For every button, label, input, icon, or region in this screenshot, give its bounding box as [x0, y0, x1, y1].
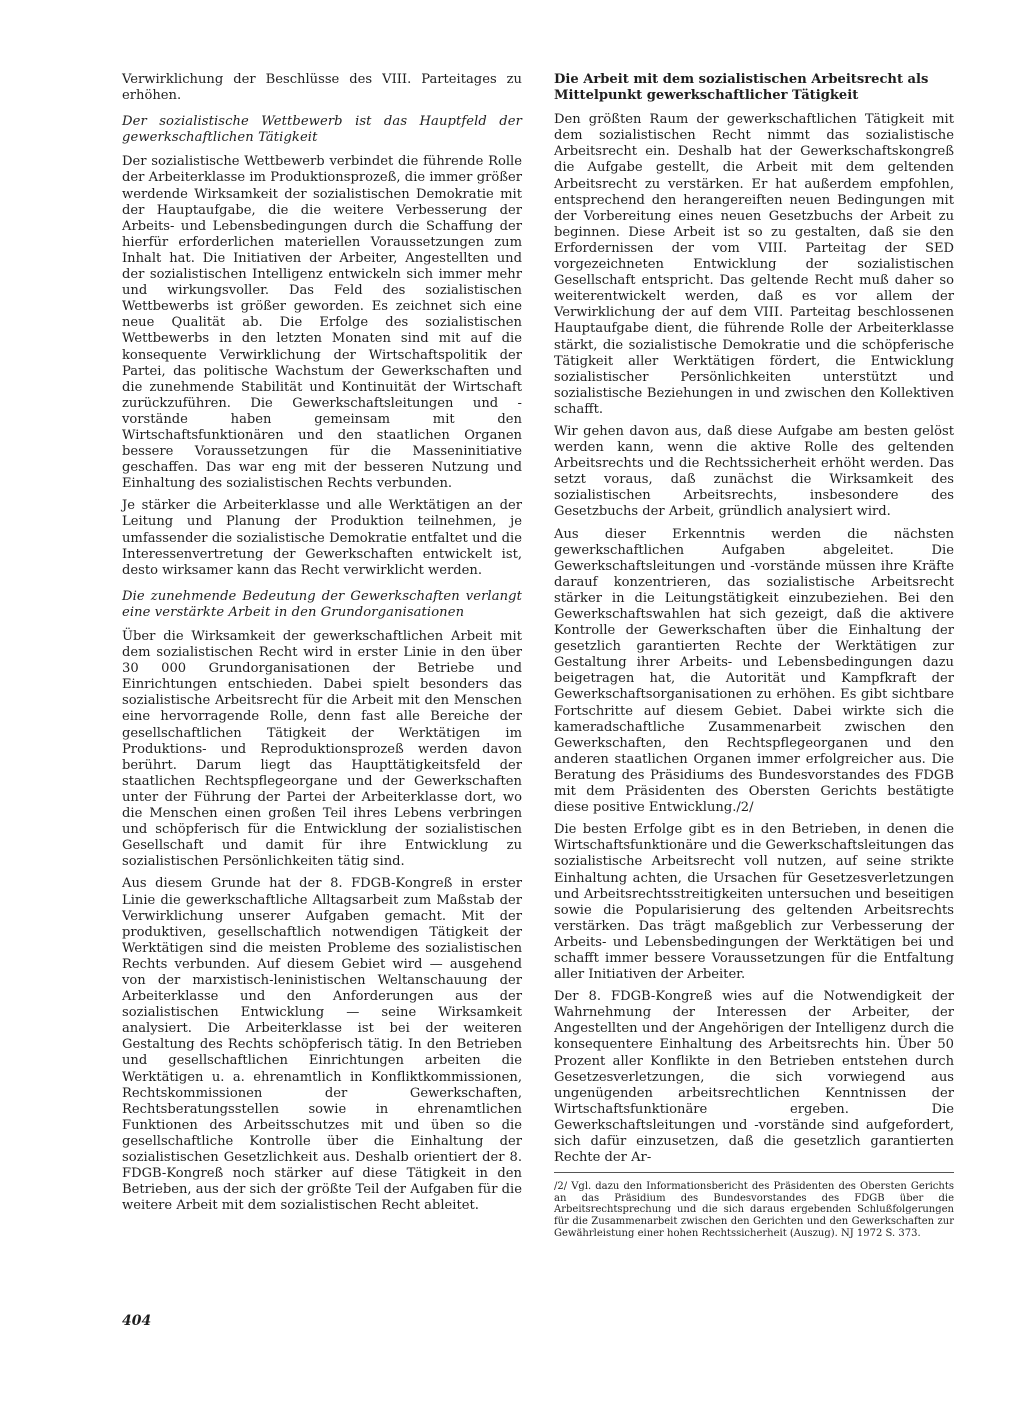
paragraph: Aus dieser Erkenntnis werden die nächsten gewerkschaftlichen Aufgaben abgeleitet. Die Gewerkschaftsleitungen und -vorstände müssen ihre Kräfte darauf konzentrieren, das sozialistische Arbeitsrecht stärker in die Leitungstätigkeit einzubeziehen. Bei den Gewerkschaftswahlen hat sich gezeigt, daß die aktivere Kontrolle der Gewerkschaften über die Einhaltung der gesetzlich garantierten Rechte der Werktätigen zur Gestaltung ihrer Arbeits- und Lebensbedingungen dazu beigetragen hat, die Autorität und Kampfkraft der Gewerkschaftsorganisationen zu erhöhen. Es gibt sichtbare Fortschritte auf diesem Gebiet. Dabei wirkte sich die kameradschaftliche Zusammenarbeit zwischen den Gewerkschaften, den Rechtspflegeorganen und den anderen staatlichen Organen immer erfolgreicher aus. Die Beratung des Präsidiums des Bundesvorstandes des FDGB mit dem Präsidenten des Obersten Gerichts bestätigte diese positive Entwicklung./2/: [554, 526, 954, 816]
paragraph: Der 8. FDGB-Kongreß wies auf die Notwendigkeit der Wahrnehmung der Interessen der Arbeiter, der Angestellten und der Angehörigen der Intelligenz durch die konsequentere Einhaltung des Arbeitsrechts hin. Über 50 Prozent aller Konflikte in den Betrieben entstehen durch Gesetzesverletzungen, die sich vorwiegend aus ungenügenden arbeitsrechtlichen Kenntnissen der Wirtschaftsfunktionäre ergeben. Die Gewerkschaftsleitungen und -vorstände sind aufgefordert, sich dafür einzusetzen, daß die gesetzlich garantierten Rechte der Ar-: [554, 989, 954, 1166]
section-heading-arbeitsrecht: Die Arbeit mit dem sozialistischen Arbeitsrecht als Mittelpunkt gewerkschaftlicher Tätigkeit: [554, 72, 929, 104]
footnote-divider: [554, 1172, 954, 1173]
paragraph: Der sozialistische Wettbewerb verbindet die führende Rolle der Arbeiterklasse im Produktionsprozeß, die immer größer werdende Wirksamkeit der sozialistischen Demokratie mit der Hauptaufgabe, die die weitere Verbesserung der Arbeits- und Lebensbedingungen durch die Schaffung der hierfür erforderlichen materiellen Voraussetzungen zum Inhalt hat. Die Initiativen der Arbeiter, Angestellten und der sozialistischen Intelligenz entwickeln sich immer mehr und wirkungsvoller. Das Feld des sozialistischen Wettbewerbs ist größer geworden. Es zeichnet sich eine neue Qualität ab. Die Erfolge des sozialistischen Wettbewerbs in den letzten Monaten sind mit auf die konsequente Verwirklichung der Wirtschaftspolitik der Partei, das politische Wachstum der Gewerkschaften und die zunehmende Stabilität und Kontinuität der Wirtschaft zurückzuführen. Die Gewerkschaftsleitungen und -vorstände haben gemeinsam mit den Wirtschaftsfunktionären und den staatlichen Organen bessere Voraussetzungen für die Masseninitiative geschaffen. Das war eng mit der besseren Nutzung und Einhaltung des sozialistischen Rechts verbunden.: [122, 154, 522, 492]
continuation-text: Verwirklichung der Beschlüsse des VIII. Parteitages zu erhöhen.: [122, 72, 522, 104]
footnote: /2/ Vgl. dazu den Informationsbericht des Präsidenten des Obersten Gerichts an das Präsidium des Bundesvorstandes des FDGB über die Arbeitsrechtsprechung und die sich daraus ergebenden Schlußfolgerungen für die Zusammenarbeit zwischen den Gerichten und den Gewerkschaften zur Gewährleistung einer hohen Rechtssicherheit (Auszug). NJ 1972 S. 373.: [554, 1181, 954, 1239]
section-heading-grundorganisationen: Die zunehmende Bedeutung der Gewerkschaften verlangt eine verstärkte Arbeit in den Grundorganisationen: [122, 588, 522, 620]
paragraph: Über die Wirksamkeit der gewerkschaftlichen Arbeit mit dem sozialistischen Recht wird in erster Linie in den über 30 000 Grundorganisationen der Betriebe und Einrichtungen entschieden. Dabei spielt besonders das sozialistische Arbeitsrecht für die Arbeit mit den Menschen eine hervorragende Rolle, denn fast alle Bereiche der gesellschaftlichen Tätigkeit der Werktätigen im Produktions- und Reproduktionsprozeß werden davon berührt. Darum liegt das Haupttätigkeitsfeld der staatlichen Rechtspflegeorgane und der Gewerkschaften unter der Führung der Partei der Arbeiterklasse dort, wo die Menschen einen großen Teil ihres Lebens verbringen und schöpferisch für die Entwicklung der sozialistischen Gesellschaft und damit für ihre Entwicklung zu sozialistischen Persönlichkeiten tätig sind.: [122, 629, 522, 870]
paragraph: Den größten Raum der gewerkschaftlichen Tätigkeit mit dem sozialistischen Recht nimmt das sozialistische Arbeitsrecht ein. Deshalb hat der Gewerkschaftskongreß die Aufgabe gestellt, die Arbeit mit dem geltenden Arbeitsrecht zu verstärken. Er hat außerdem empfohlen, entsprechend den herangereiften neuen Bedingungen mit der Vorbereitung eines neuen Gesetzbuchs der Arbeit zu beginnen. Diese Arbeit ist so zu gestalten, daß sie den Erfordernissen der vom VIII. Parteitag der SED vorgezeichneten Entwicklung der sozialistischen Gesellschaft entspricht. Das geltende Recht muß daher so weiterentwickelt werden, daß es vor allem der Verwirklichung der auf dem VIII. Parteitag beschlossenen Hauptaufgabe dient, die führende Rolle der Arbeiterklasse stärkt, die sozialistische Demokratie und die schöpferische Tätigkeit aller Werktätigen fördert, die Entwicklung sozialistischer Persönlichkeiten unterstützt und sozialistische Beziehungen in und zwischen den Kollektiven schafft.: [554, 112, 954, 417]
paragraph: Wir gehen davon aus, daß diese Aufgabe am besten gelöst werden kann, wenn die aktive Rolle des geltenden Arbeitsrechts und die Rechtssicherheit erhöht werden. Das setzt voraus, daß zunächst die Wirksamkeit des sozialistischen Arbeitsrechts, insbesondere des Gesetzbuchs der Arbeit, gründlich analysiert wird.: [554, 423, 954, 520]
section-heading-wettbewerb: Der sozialistische Wettbewerb ist das Hauptfeld der gewerkschaftlichen Tätigkeit: [122, 114, 522, 146]
paragraph: Je stärker die Arbeiterklasse und alle Werktätigen an der Leitung und Planung der Produktion teilnehmen, je umfassender die sozialistische Demokratie entfaltet und die Interessenvertretung der Gewerkschaften entwickelt ist, desto wirksamer kann das Recht verwirklicht werden.: [122, 498, 522, 578]
left-column: [122, 72, 522, 1220]
page-number: 404: [122, 1313, 152, 1329]
right-column: [554, 72, 954, 1245]
paragraph: Die besten Erfolge gibt es in den Betrieben, in denen die Wirtschaftsfunktionäre und die Gewerkschaftsleitungen das sozialistische Arbeitsrecht voll nutzen, auf seine strikte Einhaltung achten, die Ursachen für Gesetzesverletzungen und Arbeitsrechtsstreitigkeiten untersuchen und beseitigen sowie die Popularisierung des geltenden Arbeitsrechts verstärken. Das trägt maßgeblich zur Verbesserung der Arbeits- und Lebensbedingungen der Werktätigen bei und schafft immer bessere Voraussetzungen für die Entfaltung aller Initiativen der Arbeiter.: [554, 822, 954, 983]
paragraph: Aus diesem Grunde hat der 8. FDGB-Kongreß in erster Linie die gewerkschaftliche Alltagsarbeit zum Maßstab der Verwirklichung unserer Aufgaben gemacht. Mit der produktiven, gesellschaftlich notwendigen Tätigkeit der Werktätigen sind die meisten Probleme des sozialistischen Rechts verbunden. Auf diesem Gebiet wird — ausgehend von der marxistisch-leninistischen Weltanschauung der Arbeiterklasse und den Anforderungen aus der sozialistischen Entwicklung — seine Wirksamkeit analysiert. Die Arbeiterklasse ist bei der weiteren Gestaltung des Rechts schöpferisch tätig. In den Betrieben und gesellschaftlichen Einrichtungen arbeiten die Werktätigen u. a. ehrenamtlich in Konfliktkommissionen, Rechtskommissionen der Gewerkschaften, Rechtsberatungsstellen sowie in ehrenamtlichen Funktionen des Arbeitsschutzes mit und üben so die gesellschaftliche Kontrolle über die Einhaltung der sozialistischen Gesetzlichkeit aus. Deshalb orientiert der 8. FDGB-Kongreß noch stärker auf diese Tätigkeit in den Betrieben, aus der sich der größte Teil der Aufgaben für die weitere Arbeit mit dem sozialistischen Recht ableitet.: [122, 876, 522, 1214]
